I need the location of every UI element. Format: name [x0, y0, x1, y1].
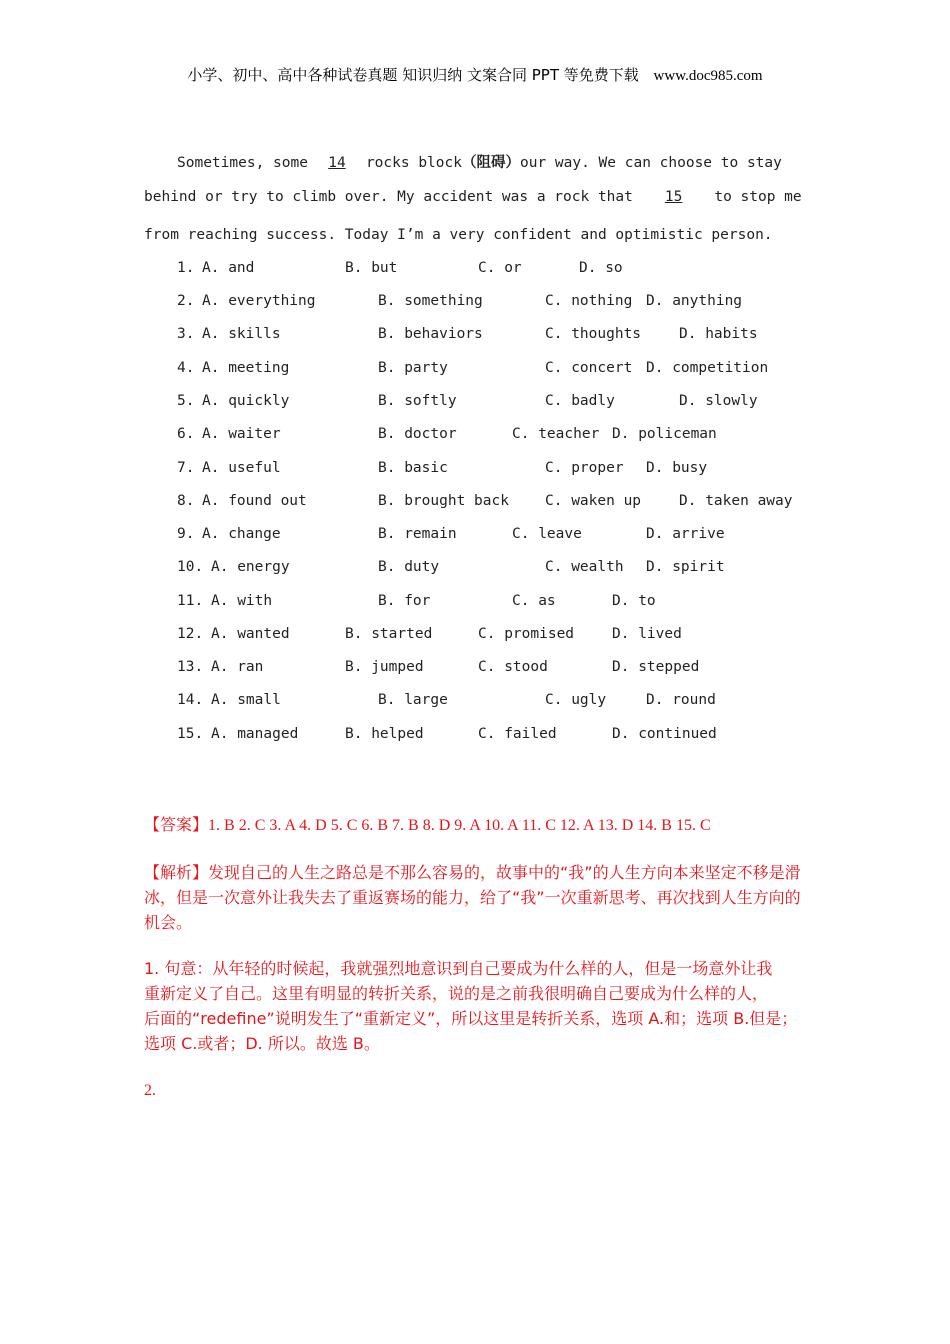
option-c: C. stood [478, 659, 548, 675]
analysis-paragraph [144, 860, 808, 935]
option-a: A. ran [211, 659, 264, 675]
question-number: 13. [177, 659, 204, 675]
option-d: D. to [612, 593, 656, 609]
option-a: A. found out [202, 493, 307, 509]
question-number: 3. [177, 326, 195, 342]
option-b: B. helped [345, 726, 424, 742]
option-b: B. doctor [378, 426, 457, 442]
question-number: 11. [177, 593, 204, 609]
option-d: D. round [646, 692, 716, 708]
option-d: D. taken away [679, 493, 793, 509]
option-c: C. promised [478, 626, 575, 642]
answer-line [144, 812, 808, 838]
option-a: A. everything [202, 293, 316, 309]
option-a: A. managed [211, 726, 299, 742]
option-c: C. nothing [545, 293, 633, 309]
passage-chinese-note: （阻碍） [461, 155, 520, 171]
option-c: C. proper [545, 460, 624, 476]
option-a: A. small [211, 692, 281, 708]
question-row [0, 493, 950, 513]
question-number: 15. [177, 726, 204, 742]
question-number: 4. [177, 360, 195, 376]
option-c: C. or [478, 260, 522, 276]
option-a: A. change [202, 526, 281, 542]
question-number: 2. [177, 293, 195, 309]
question-number: 5. [177, 393, 195, 409]
option-a: A. skills [202, 326, 281, 342]
option-c: C. badly [545, 393, 615, 409]
option-b: B. started [345, 626, 433, 642]
question-number: 1. [177, 260, 195, 276]
question-row [0, 559, 950, 579]
question-row [0, 460, 950, 480]
option-b: B. large [378, 692, 448, 708]
explanation-line: 1. 句意：从年轻的时候起，我就强烈地意识到自己要成为什么样的人，但是一场意外让我 [144, 959, 773, 978]
passage-line-2 [144, 189, 808, 205]
question-row [0, 692, 950, 712]
question-row [0, 426, 950, 446]
option-d: D. competition [646, 360, 769, 376]
option-b: B. duty [378, 559, 440, 575]
option-a: A. wanted [211, 626, 290, 642]
question-number: 9. [177, 526, 195, 542]
option-c: C. leave [512, 526, 582, 542]
option-d: D. policeman [612, 426, 717, 442]
option-c: C. wealth [545, 559, 624, 575]
passage-text: our way. We can choose to stay [519, 155, 782, 171]
answer-label: 【答案】 [144, 815, 209, 834]
explanation-line: 后面的“redefine”说明发生了“重新定义”，所以这里是转折关系，选项 A.和；选项 B.但是； [144, 1009, 798, 1028]
option-b: B. behaviors [378, 326, 483, 342]
option-a: A. waiter [202, 426, 281, 442]
option-b: B. but [345, 260, 398, 276]
option-b: B. something [378, 293, 483, 309]
option-d: D. so [579, 260, 623, 276]
option-d: D. anything [646, 293, 743, 309]
option-b: B. remain [378, 526, 457, 542]
explanation-line: 选项 C.或者；D. 所以。故选 B。 [144, 1034, 380, 1053]
option-a: A. quickly [202, 393, 290, 409]
passage-text: rocks block [365, 155, 462, 171]
option-c: C. ugly [545, 692, 607, 708]
question-number: 12. [177, 626, 204, 642]
passage-text: Sometimes, some [177, 155, 308, 171]
option-a: A. with [211, 593, 273, 609]
passage-line-1 [144, 151, 808, 172]
page-header [0, 64, 950, 85]
explanation-2: 2. [144, 1082, 156, 1099]
header-site[interactable]: www.doc985.com [653, 68, 763, 84]
option-c: C. teacher [512, 426, 600, 442]
option-b: B. for [378, 593, 431, 609]
question-row [0, 360, 950, 380]
question-number: 14. [177, 692, 204, 708]
option-b: B. jumped [345, 659, 424, 675]
question-row [0, 593, 950, 613]
option-c: C. concert [545, 360, 633, 376]
analysis-label: 【解析】 [144, 863, 209, 882]
option-a: A. meeting [202, 360, 290, 376]
blank-14: 14 [328, 155, 346, 171]
option-d: D. stepped [612, 659, 700, 675]
option-c: C. as [512, 593, 556, 609]
option-b: B. party [378, 360, 448, 376]
question-row [0, 326, 950, 346]
option-d: D. spirit [646, 559, 725, 575]
header-title: 小学、初中、高中各种试卷真题 知识归纳 文案合同 PPT 等免费下载 [187, 66, 639, 84]
passage-text: to stop me [714, 189, 802, 205]
question-row [0, 393, 950, 413]
option-d: D. slowly [679, 393, 758, 409]
question-row [0, 626, 950, 646]
option-b: B. softly [378, 393, 457, 409]
option-c: C. failed [478, 726, 557, 742]
question-number: 6. [177, 426, 195, 442]
question-row [0, 260, 950, 280]
question-row [0, 726, 950, 746]
answer-text: 1. B 2. C 3. A 4. D 5. C 6. B 7. B 8. D 9. A 10. A 11. C 12. A 13. D 14. B 15. C [208, 817, 711, 834]
option-d: D. continued [612, 726, 717, 742]
question-row [0, 659, 950, 679]
option-a: A. and [202, 260, 255, 276]
option-c: C. thoughts [545, 326, 642, 342]
question-number: 8. [177, 493, 195, 509]
option-b: B. basic [378, 460, 448, 476]
question-number: 10. [177, 559, 204, 575]
blank-15: 15 [664, 189, 683, 205]
option-d: D. lived [612, 626, 682, 642]
option-d: D. arrive [646, 526, 725, 542]
passage-text: from reaching success. Today I’m a very confident and optimistic person. [144, 227, 773, 243]
explanation-line: 重新定义了自己。这里有明显的转折关系，说的是之前我很明确自己要成为什么样的人， [144, 984, 769, 1003]
question-number: 7. [177, 460, 195, 476]
option-d: D. habits [679, 326, 758, 342]
passage-text: behind or try to climb over. My accident was a rock that [144, 189, 633, 205]
explanation-1 [144, 956, 808, 1056]
option-c: C. waken up [545, 493, 642, 509]
option-a: A. energy [211, 559, 290, 575]
question-row [0, 526, 950, 546]
option-a: A. useful [202, 460, 281, 476]
question-row [0, 293, 950, 313]
passage-line-3 [144, 227, 808, 243]
option-d: D. busy [646, 460, 708, 476]
analysis-text: 发现自己的人生之路总是不那么容易的，故事中的“我”的人生方向本来坚定不移是滑冰，但是一次意外让我失去了重返赛场的能力，给了“我”一次重新思考、再次找到人生方向的机会。 [144, 863, 801, 932]
option-b: B. brought back [378, 493, 509, 509]
